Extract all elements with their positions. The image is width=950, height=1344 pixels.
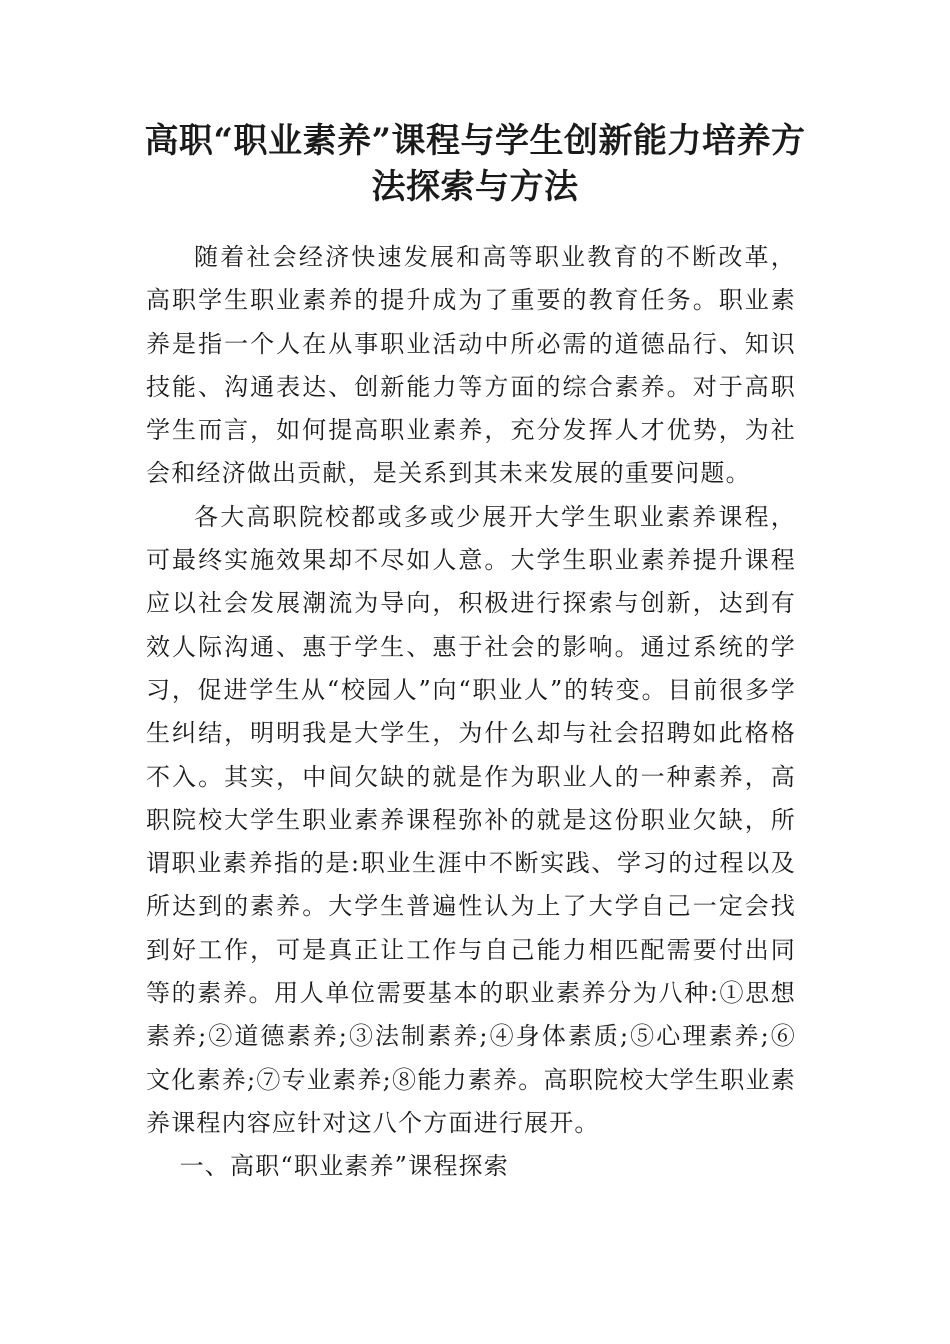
section-heading: 一、高职“职业素养”课程探索 bbox=[179, 1152, 509, 1181]
paragraph-courses: 各大高职院校都或多或少展开大学生职业素养课程，可最终实施效果却不尽如人意。大学生职业素养提升课程应以社会发展潮流为导向，积极进行探索与创新，达到有效人际沟通、惠于学生、惠于社会的影响。通过系统的学习，促进学生从“校园人”向“职业人”的转变。目前很多学生纠结，明明我是大学生，为什么却与社会招聘如此格格不入。其实，中间欠缺的就是作为职业人的一种素养，高职院校大学生职业素养课程弥补的就是这份职业欠缺，所谓职业素养指的是:职业生涯中不断实践、学习的过程以及所达到的素养。大学生普遍性认为上了大学自己一定会找到好工作，可是真正让工作与自己能力相匹配需要付出同等的素养。用人单位需要基本的职业素养分为八种:①思想素养;②道德素养;③法制素养;④身体素质;⑤心理素养;⑥文化素养;⑦专业素养;⑧能力素养。高职院校大学生职业素养课程内容应针对这八个方面进行展开。 bbox=[146, 502, 796, 1137]
paragraph-intro: 随着社会经济快速发展和高等职业教育的不断改革，高职学生职业素养的提升成为了重要的教育任务。职业素养是指一个人在从事职业活动中所必需的道德品行、知识技能、沟通表达、创新能力等方面的综合素养。对于高职学生而言，如何提高职业素养，充分发挥人才优势，为社会和经济做出贡献，是关系到其未来发展的重要问题。 bbox=[146, 243, 796, 488]
document-body bbox=[146, 236, 796, 1189]
document-title: 高职“职业素养”课程与学生创新能力培养方法探索与方法 bbox=[144, 121, 806, 207]
